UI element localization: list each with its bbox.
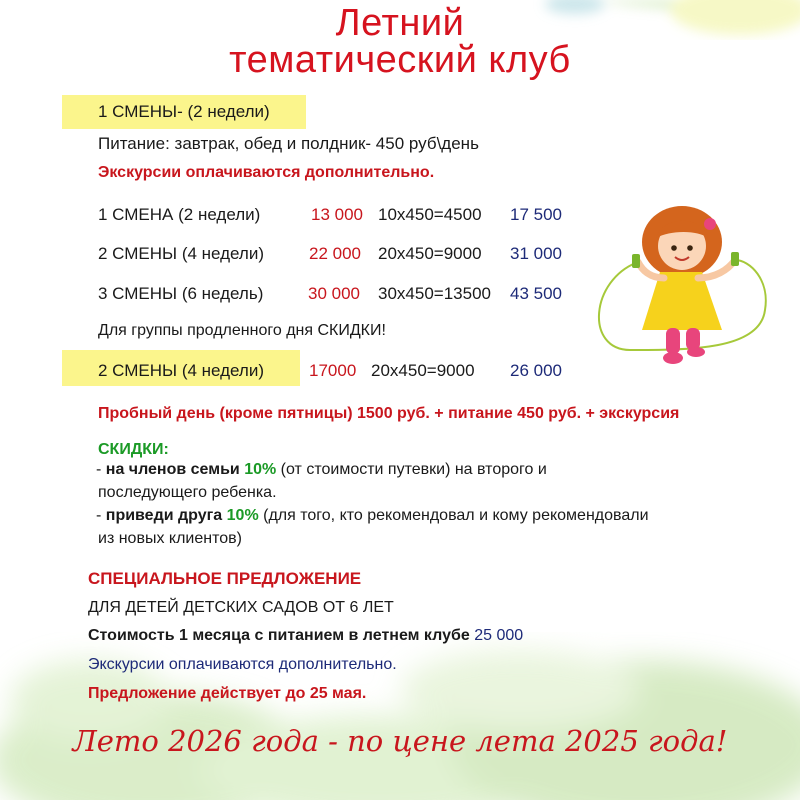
row3-food: 30х450=13500 [378,284,491,303]
extended-group-note: Для группы продленного дня СКИДКИ! [98,322,386,339]
special-excursions: Экскурсии оплачиваются дополнительно. [88,656,397,673]
extended-food: 20х450=9000 [371,361,475,380]
extended-label: 2 СМЕНЫ (4 недели) [98,361,265,380]
special-heading: СПЕЦИАЛЬНОЕ ПРЕДЛОЖЕНИЕ [88,569,362,588]
discount-family-prefix: - [96,461,106,478]
row1-total: 17 500 [510,205,562,224]
row2-total: 31 000 [510,244,562,263]
discount-friend-pct: 10% [226,507,259,524]
page-title-line1: Летний [335,2,465,44]
girl-jump-rope-illustration [590,200,775,370]
discount-friend-prefix: - [96,507,106,524]
page-title-line2: тематический клуб [229,39,571,81]
slogan: Лето 2026 года - по цене лета 2025 года! [72,724,728,758]
discount-friend-line2: из новых клиентов) [98,530,242,547]
discount-friend [96,506,649,526]
special-audience: ДЛЯ ДЕТЕЙ ДЕТСКИХ САДОВ ОТ 6 ЛЕТ [88,599,394,616]
extended-price: 17000 [309,361,357,380]
extended-total: 26 000 [510,361,562,380]
special-cost [88,626,523,646]
section1-heading: 1 СМЕНЫ- (2 недели) [98,102,270,121]
discount-family [96,460,547,480]
row1-food: 10х450=4500 [378,205,482,224]
discount-family-bold: на членов семьи [105,461,240,478]
discount-friend-bold: приведи друга [105,507,223,524]
food-info: Питание: завтрак, обед и полдник- 450 руб\день [98,134,479,153]
special-cost-label: Стоимость 1 месяца с питанием в летнем клубе [88,627,470,644]
row1-price: 13 000 [311,205,363,224]
row3-total: 43 500 [510,284,562,303]
special-cost-value: 25 000 [474,627,524,644]
row2-price: 22 000 [309,244,361,263]
row2-label: 2 СМЕНЫ (4 недели) [98,244,265,263]
discount-family-rest: (от стоимости путевки) на второго и [276,461,547,478]
trial-day: Пробный день (кроме пятницы) 1500 руб. + питание 450 руб. + экскурсия [98,405,680,422]
special-deadline: Предложение действует до 25 мая. [88,685,367,702]
discount-family-pct: 10% [244,461,277,478]
row3-label: 3 СМЕНЫ (6 недель) [98,284,264,303]
discounts-heading: СКИДКИ: [98,441,169,458]
excursions-note: Экскурсии оплачиваются дополнительно. [98,164,435,181]
discount-friend-rest: (для того, кто рекомендовал и кому рекомендовали [258,507,649,524]
discount-family-line2: последующего ребенка. [98,484,277,501]
row2-food: 20х450=9000 [378,244,482,263]
row3-price: 30 000 [308,284,360,303]
row1-label: 1 СМЕНА (2 недели) [98,205,261,224]
